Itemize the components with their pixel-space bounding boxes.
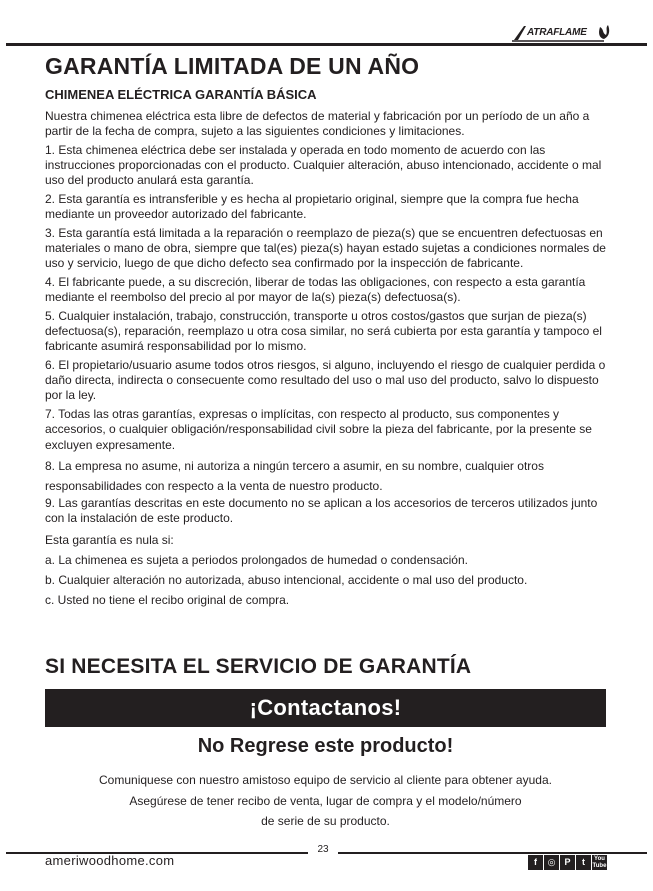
logo-wordmark: ATRAFLAME <box>527 27 587 38</box>
warranty-item-5: 5. Cualquier instalación, trabajo, construcción, transporte u otros costos/gastos que surjan de pieza(s) defectuosa(s), reparación, reemplazo u otra cosa similar, no será cubierta por esta garantía y tampoco el fabricante asumirá responsabilidad por lo mismo. <box>45 308 602 354</box>
contact-banner <box>45 689 606 727</box>
warranty-item-7: 7. Todas las otras garantías, expresas o implícitas, con respecto al producto, sus componentes y accesorios, o cualquier obligación/responsabilidad civil sobre la pieza del fabricante, por la presente se excluyen expresamente. <box>45 407 592 452</box>
void-intro: Esta garantía es nula si: <box>45 533 174 548</box>
contact-line-3: de serie de su producto. <box>261 814 390 828</box>
void-item-b: b. Cualquier alteración no autorizada, abuso intencional, accidente o mal uso del producto. <box>45 573 528 588</box>
warranty-intro: Nuestra chimenea eléctrica esta libre de defectos de material y fabricación por un período de un año a partir de la fecha de compra, sujeto a las siguientes condiciones y limitaciones. <box>45 109 590 139</box>
warranty-item-6: 6. El propietario/usuario asume todos otros riesgos, si alguno, incluyendo el riesgo de cualquier perdida o daño directa, indirecta o consecuente como resultado del uso o mal uso del producto, salvo lo dispuesto por la ley. <box>45 358 606 403</box>
void-item-c: c. Usted no tiene el recibo original de compra. <box>45 593 290 608</box>
youtube-icon[interactable]: You Tube <box>592 856 607 869</box>
warranty-section <box>45 51 610 610</box>
facebook-icon[interactable]: f <box>528 855 543 870</box>
contact-line-2: Asegúrese de tener recibo de venta, lugar de compra y el modelo/número <box>129 793 522 808</box>
warranty-item-8: 8. La empresa no asume, ni autoriza a ningún tercero a asumir, en su nombre, cualquier otros responsabilidades con respecto a la venta de nuestro producto. <box>45 459 544 494</box>
social-icons <box>528 855 607 870</box>
service-title: SI NECESITA EL SERVICIO DE GARANTÍA <box>45 655 472 678</box>
void-item-a: a. La chimenea es sujeta a periodos prolongados de humedad o condensación. <box>45 553 468 568</box>
warranty-item-2: 2. Esta garantía es intransferible y es hecha al propietario original, siempre que la compra fue hecha mediante un proveedor autorizado del fabricante. <box>45 192 579 222</box>
contact-banner-text: ¡Contactanos! <box>249 695 402 720</box>
contact-line-1: Comuniquese con nuestro amistoso equipo de servicio al cliente para obtener ayuda. <box>99 773 552 787</box>
twitter-icon[interactable]: t <box>576 855 591 870</box>
warranty-item-3: 3. Esta garantía está limitada a la reparación o reemplazo de pieza(s) que se encuentren defectuosas en materiales o mano de obra, siempre que tal(es) pieza(s) hayan estado sujetas a condiciones normales de uso y servicio, luego de que dicho defecto sea confirmado por la inspección de fabricante. <box>45 225 606 271</box>
footer-divider-right <box>338 852 647 854</box>
warranty-item-1: 1. Esta chimenea eléctrica debe ser instalada y operada en todo momento de acuerdo con las instrucciones proporcionadas con el producto. Cualquier alteración, abuso intencionado, accidente o mal uso del producto anulará esta garantía. <box>45 142 602 188</box>
pinterest-icon[interactable]: P <box>560 855 575 870</box>
page-number: 23 <box>317 844 329 855</box>
website-link[interactable]: ameriwoodhome.com <box>45 853 175 868</box>
warranty-item-4: 4. El fabricante puede, a su discreción, liberar de todas las obligaciones, con respecto a esta garantía mediante el reembolso del precio al por mayor de la(s) pieza(s) defectuosa(s). <box>45 275 586 305</box>
contact-instructions <box>45 770 606 832</box>
no-return-heading: No Regrese este producto! <box>197 735 454 757</box>
warranty-subtitle: CHIMENEA ELÉCTRICA GARANTÍA BÁSICA <box>45 87 317 102</box>
warranty-title: GARANTÍA LIMITADA DE UN AÑO <box>45 53 420 79</box>
instagram-icon[interactable]: ◎ <box>544 855 559 870</box>
warranty-item-9: 9. Las garantías descritas en este documento no se aplican a los accesorios de terceros utilizados junto con la instalación de este producto. <box>45 496 598 526</box>
